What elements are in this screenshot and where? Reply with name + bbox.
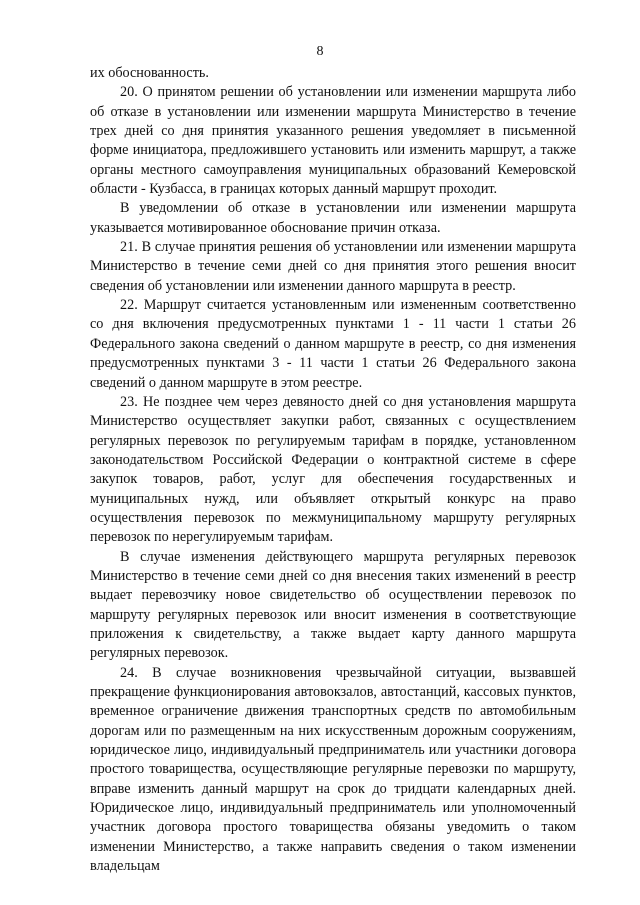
paragraph-20-refusal-notice: В уведомлении об отказе в установлении или изменении маршрута указывается мотивированное обоснование причин отказа. — [90, 200, 576, 236]
paragraph-23-route-change: В случае изменения действующего маршрута регулярных перевозок Министерство в течение семи дней со дня внесения таких изменений в реестр выдает перевозчику новое свидетельство об осуществлении перевозок по маршруту регулярных перевозок или вносит изменения в соответствующие приложения к свидетельству, а также выдает карту данного маршрута регулярных перевозок. — [90, 548, 576, 662]
page-number: 8 — [316, 44, 324, 59]
paragraph-23: 23. Не позднее чем через девяносто дней со дня установления маршрута Министерство осуществляет закупки работ, связанных с осуществлением регулярных перевозок по регулируемым тарифам в порядке, установленном законодательством Российской Федерации о контрактной системе в сфере закупок товаров, работ, услуг для обеспечения государственных и муниципальных нужд, или объявляет открытый конкурс на право осуществления перевозок по межмуниципальному маршруту регулярных перевозок по нерегулируемым тарифам. — [90, 393, 576, 546]
paragraph-21: 21. В случае принятия решения об установлении или изменении маршрута Министерство в течение семи дней со дня принятия этого решения вносит сведения об установлении или изменении данного маршрута в реестр. — [90, 239, 576, 294]
paragraph-22: 22. Маршрут считается установленным или измененным соответственно со дня включения предусмотренных пунктами 1 - 11 части 1 статьи 26 Федерального закона сведений о данном маршруте в реестр, со дня изменения предусмотренных пунктами 3 - 11 части 1 статьи 26 Федерального закона сведений о данном маршруте в этом реестре. — [90, 297, 576, 391]
paragraph-24: 24. В случае возникновения чрезвычайной ситуации, вызвавшей прекращение функционирования автовокзалов, автостанций, кассовых пунктов, временное ограничение движения транспортных средств по автомобильным дорогам или по размещенным на них искусственным дорожным сооружениям, юридическое лицо, индивидуальный предприниматель или участники договора простого товарищества, осуществляющие регулярные перевозки по маршруту, вправе изменить данный маршрут на срок до тридцати календарных дней. Юридическое лицо, индивидуальный предприниматель или уполномоченный участник договора простого товарищества обязаны уведомить о таком изменении Министерство, а также направить сведения о таком изменении владельцам — [90, 664, 576, 875]
document-body — [90, 64, 576, 876]
paragraph-20: 20. О принятом решении об установлении или изменении маршрута либо об отказе в установлении или изменении маршрута Министерство в течение трех дней со дня принятия указанного решения уведомляет в письменной форме инициатора, предложившего установить или изменить маршрут, а также органы местного самоуправления муниципальных образований Кемеровской области - Кузбасса, в границах которых данный маршрут проходит. — [90, 84, 576, 198]
paragraph-continuation: их обоснованность. — [90, 65, 209, 81]
